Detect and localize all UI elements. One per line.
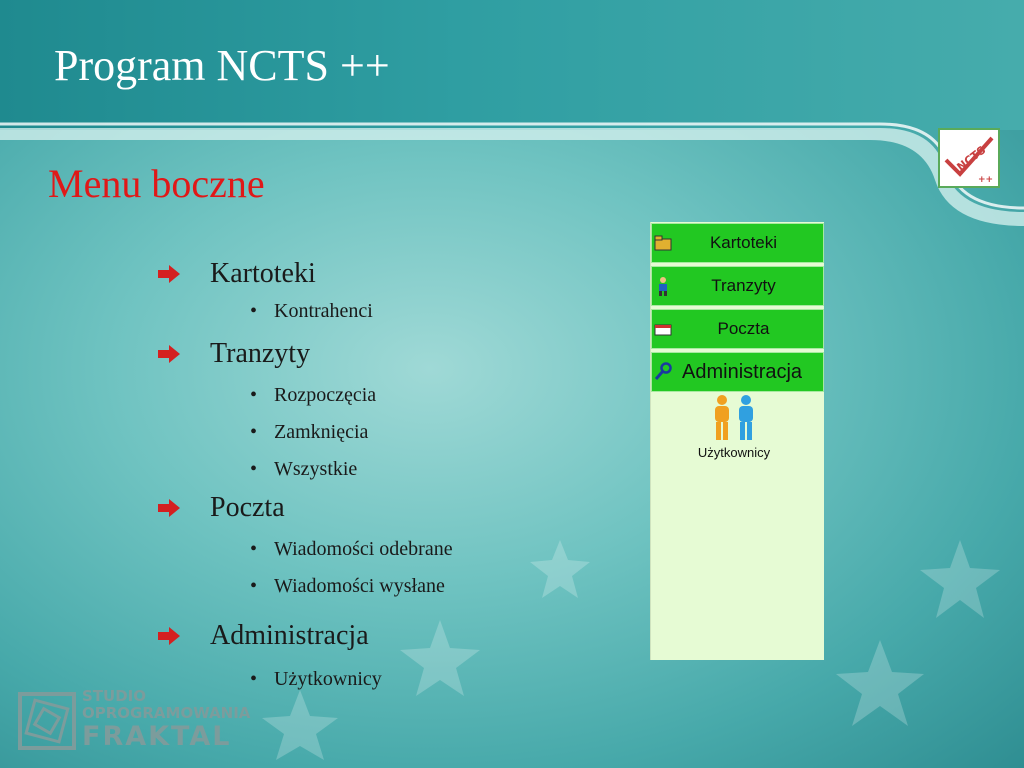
envelope-icon [654,319,672,339]
menu-button-administracja[interactable] [651,352,824,392]
fraktal-logo-mark [18,692,76,750]
outline-heading-tranzyty [158,338,310,370]
arrow-bullet-icon [158,345,180,363]
menu-button-kartoteki[interactable] [651,223,824,263]
menu-button-label: Kartoteki [709,233,778,252]
outline-heading-label: Poczta [210,492,285,523]
person-icon [654,276,672,296]
menu-button-label: Poczta [717,319,770,338]
fraktal-logo-text [82,688,250,752]
ncts-logo [938,128,1000,188]
outline-item: • Kontrahenci [250,300,373,323]
outline-heading-label: Tranzyty [210,338,311,369]
fraktal-line-3: FRAKTAL [82,721,232,752]
arrow-bullet-icon [158,627,180,645]
outline-heading-kartoteki [158,258,316,290]
fraktal-line-2: OPROGRAMOWANIA [82,704,251,722]
slide-subtitle: Menu boczne [48,161,265,206]
outline-item: • Wszystkie [250,458,357,481]
outline-heading-label: Kartoteki [210,258,316,289]
outline-item: • Rozpoczęcia [250,384,376,407]
menu-button-tranzyty[interactable] [651,266,824,306]
outline-heading-poczta [158,492,285,524]
arrow-bullet-icon [158,265,180,283]
users-item-label[interactable]: Użytkownicy [697,445,771,460]
outline-heading-label: Administracja [210,620,369,651]
users-icon[interactable] [709,394,759,442]
menu-button-label: Administracja [682,360,803,383]
slide-title: Program NCTS ++ [54,41,390,90]
menu-button-label: Tranzyty [711,276,776,295]
arrow-bullet-icon [158,499,180,517]
outline-heading-administracja [158,620,369,652]
svg-text:NCTS: NCTS [954,143,989,174]
outline-item: • Zamknięcia [250,421,368,444]
outline-item: • Wiadomości odebrane [250,538,453,561]
wrench-icon [654,362,672,382]
menu-button-poczta[interactable] [651,309,824,349]
outline-item: • Użytkownicy [250,668,382,691]
folder-icon [654,233,672,253]
fraktal-line-1: STUDIO [82,687,146,705]
svg-text:++: ++ [978,175,994,185]
outline-item: • Wiadomości wysłane [250,575,445,598]
